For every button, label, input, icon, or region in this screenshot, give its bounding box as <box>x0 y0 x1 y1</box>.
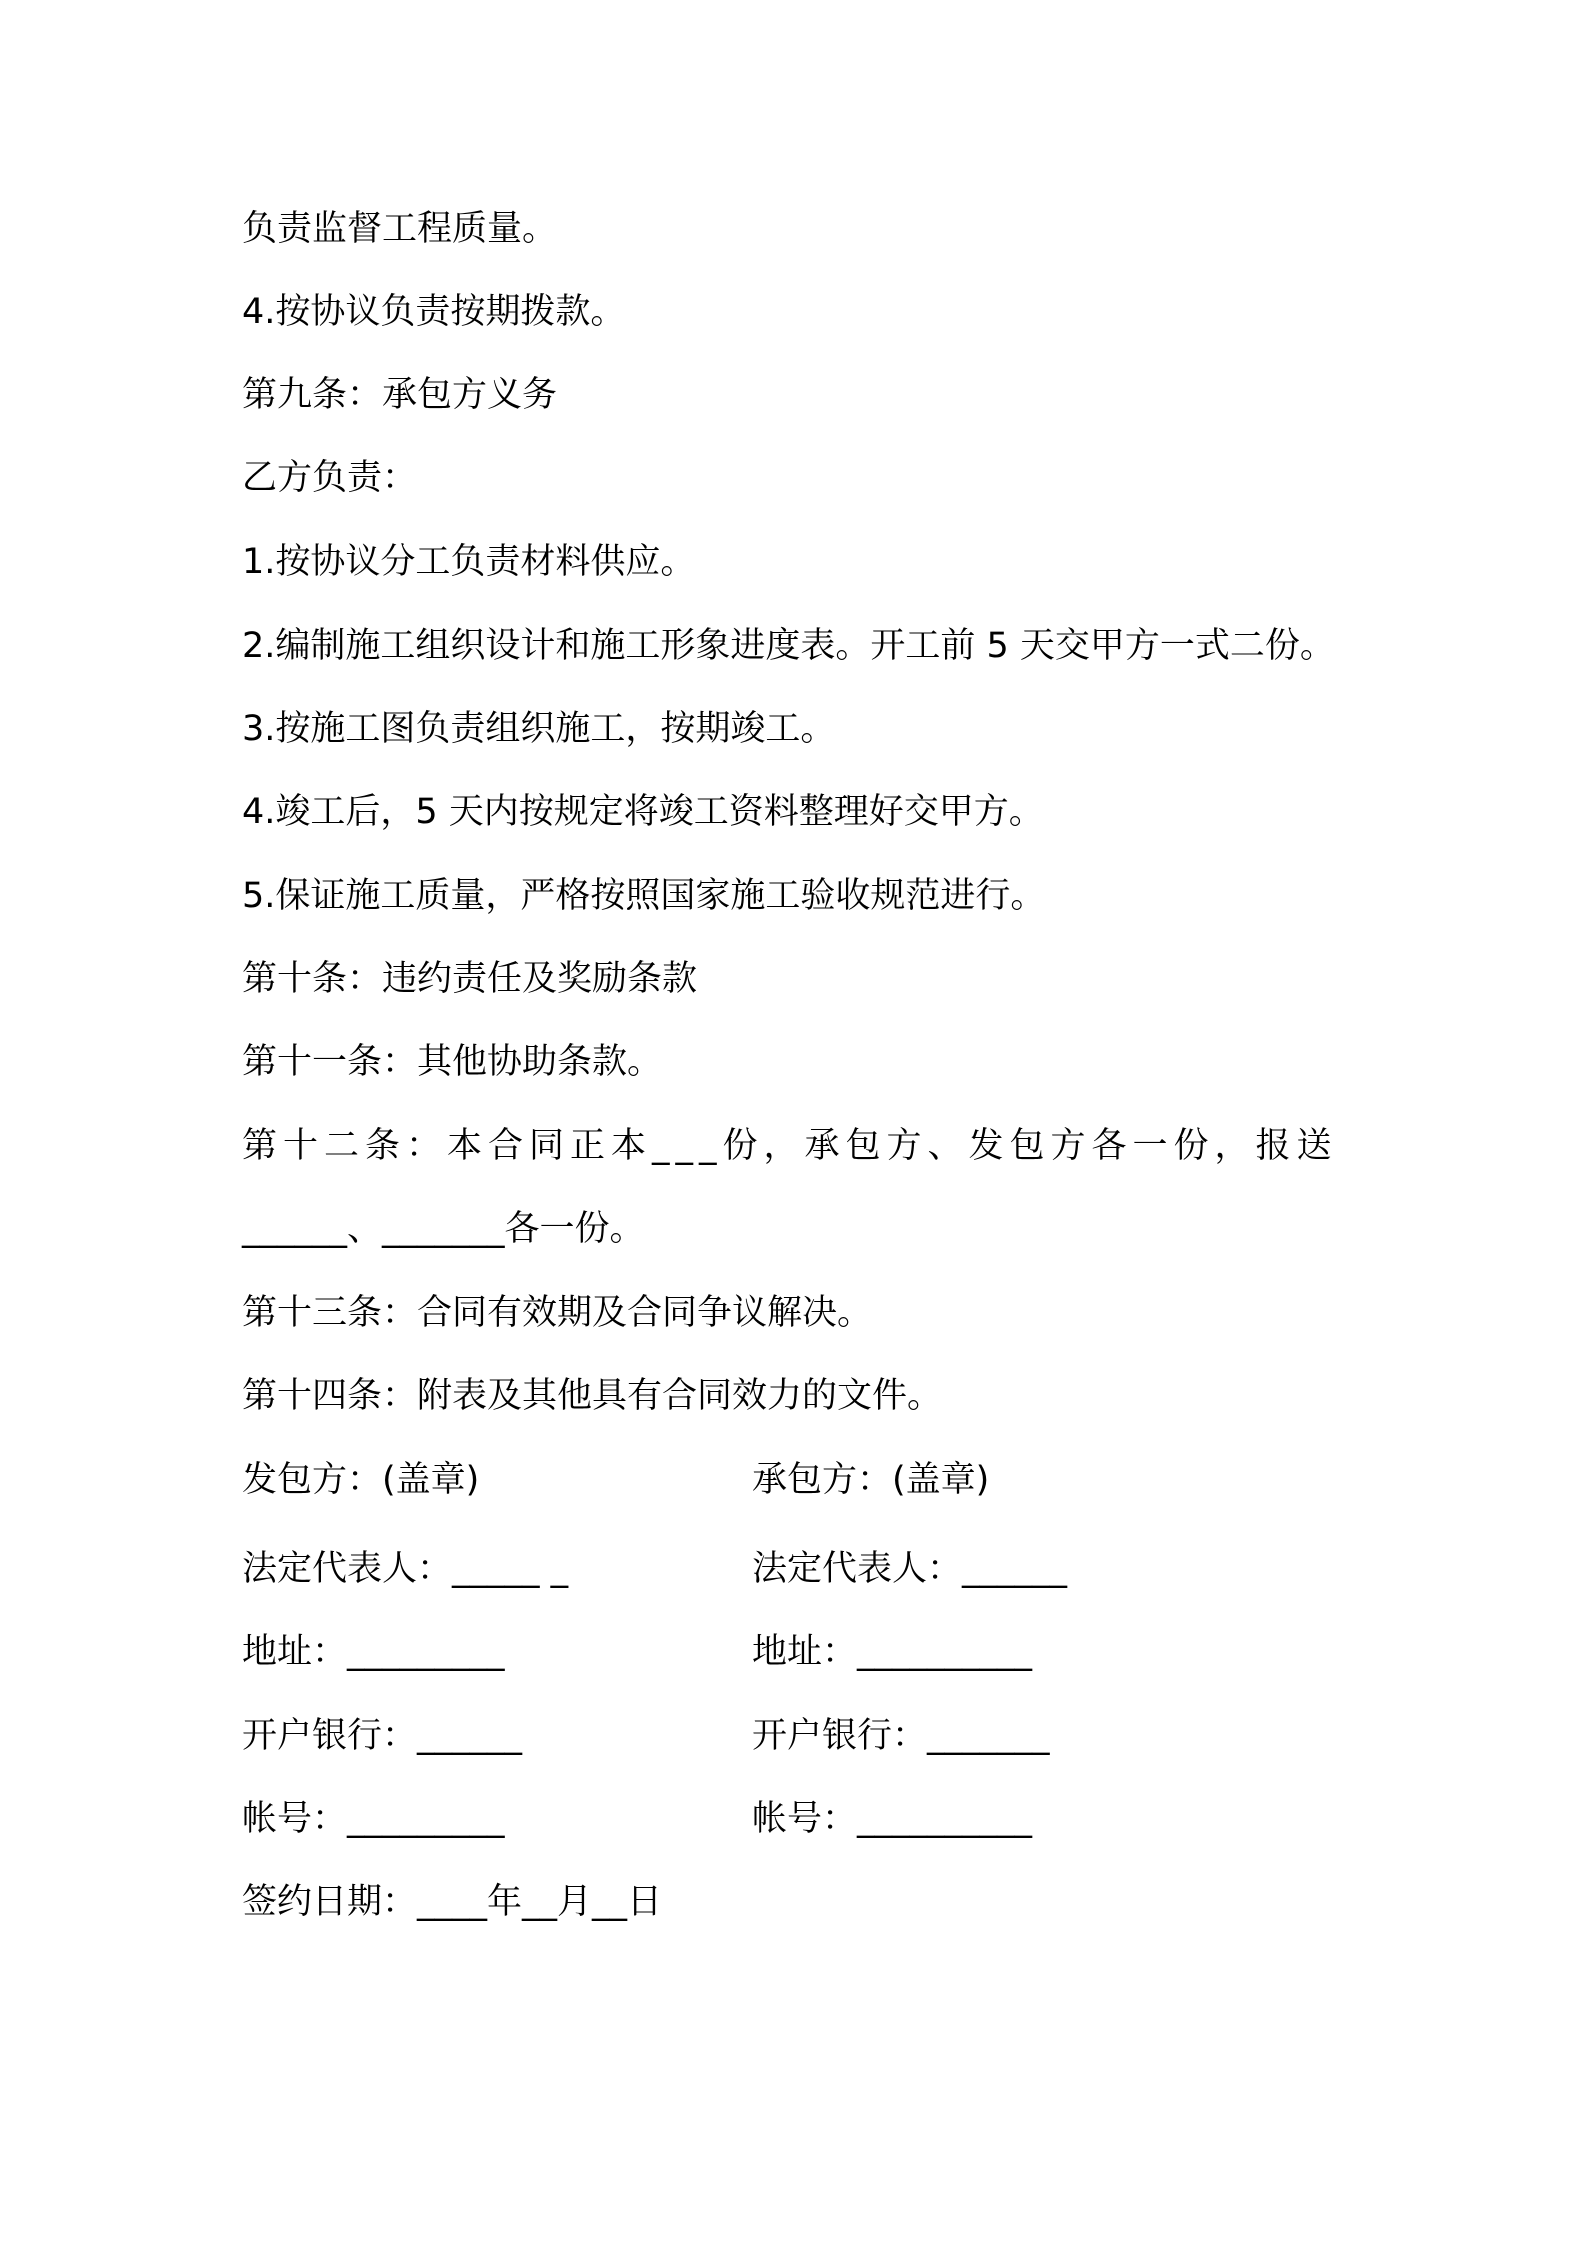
list-item: 2.编制施工组织设计和施工形象进度表。开工前 5 天交甲方一式二份。 <box>242 626 1335 666</box>
list-item: 1.按协议分工负责材料供应。 <box>242 542 696 582</box>
text-line: 负责监督工程质量。 <box>242 209 558 249</box>
contractor-address: 地址：__________ <box>752 1632 1033 1672</box>
article-heading-9: 第九条：承包方义务 <box>242 375 558 415</box>
article-heading-10: 第十条：违约责任及奖励条款 <box>242 959 698 999</box>
signing-date: 签约日期：____年__月__日 <box>242 1882 663 1922</box>
employer-account: 帐号：_________ <box>242 1799 505 1839</box>
article-heading-14: 第十四条：附表及其他具有合同效力的文件。 <box>242 1376 943 1416</box>
list-item: 4.竣工后，5 天内按规定将竣工资料整理好交甲方。 <box>242 792 1044 832</box>
contractor-seal-label: 承包方：(盖章) <box>752 1460 990 1500</box>
employer-address: 地址：_________ <box>242 1632 505 1672</box>
text-line: ______、_______各一份。 <box>242 1209 645 1249</box>
article-heading-12: 第十二条：本合同正本___份，承包方、发包方各一份，报送 <box>242 1126 1338 1166</box>
contractor-legal-rep: 法定代表人：______ <box>752 1549 1068 1589</box>
employer-legal-rep: 法定代表人：_____ _ <box>242 1549 569 1589</box>
contractor-bank: 开户银行：_______ <box>752 1716 1050 1756</box>
text-line: 4.按协议负责按期拨款。 <box>242 292 626 332</box>
contractor-account: 帐号：__________ <box>752 1799 1033 1839</box>
article-heading-11: 第十一条：其他协助条款。 <box>242 1042 663 1082</box>
employer-bank: 开户银行：______ <box>242 1716 523 1756</box>
article-heading-13: 第十三条：合同有效期及合同争议解决。 <box>242 1293 873 1333</box>
text-line: 乙方负责： <box>242 458 418 498</box>
list-item: 5.保证施工质量，严格按照国家施工验收规范进行。 <box>242 876 1046 916</box>
employer-seal-label: 发包方：(盖章) <box>242 1460 480 1500</box>
list-item: 3.按施工图负责组织施工，按期竣工。 <box>242 709 836 749</box>
